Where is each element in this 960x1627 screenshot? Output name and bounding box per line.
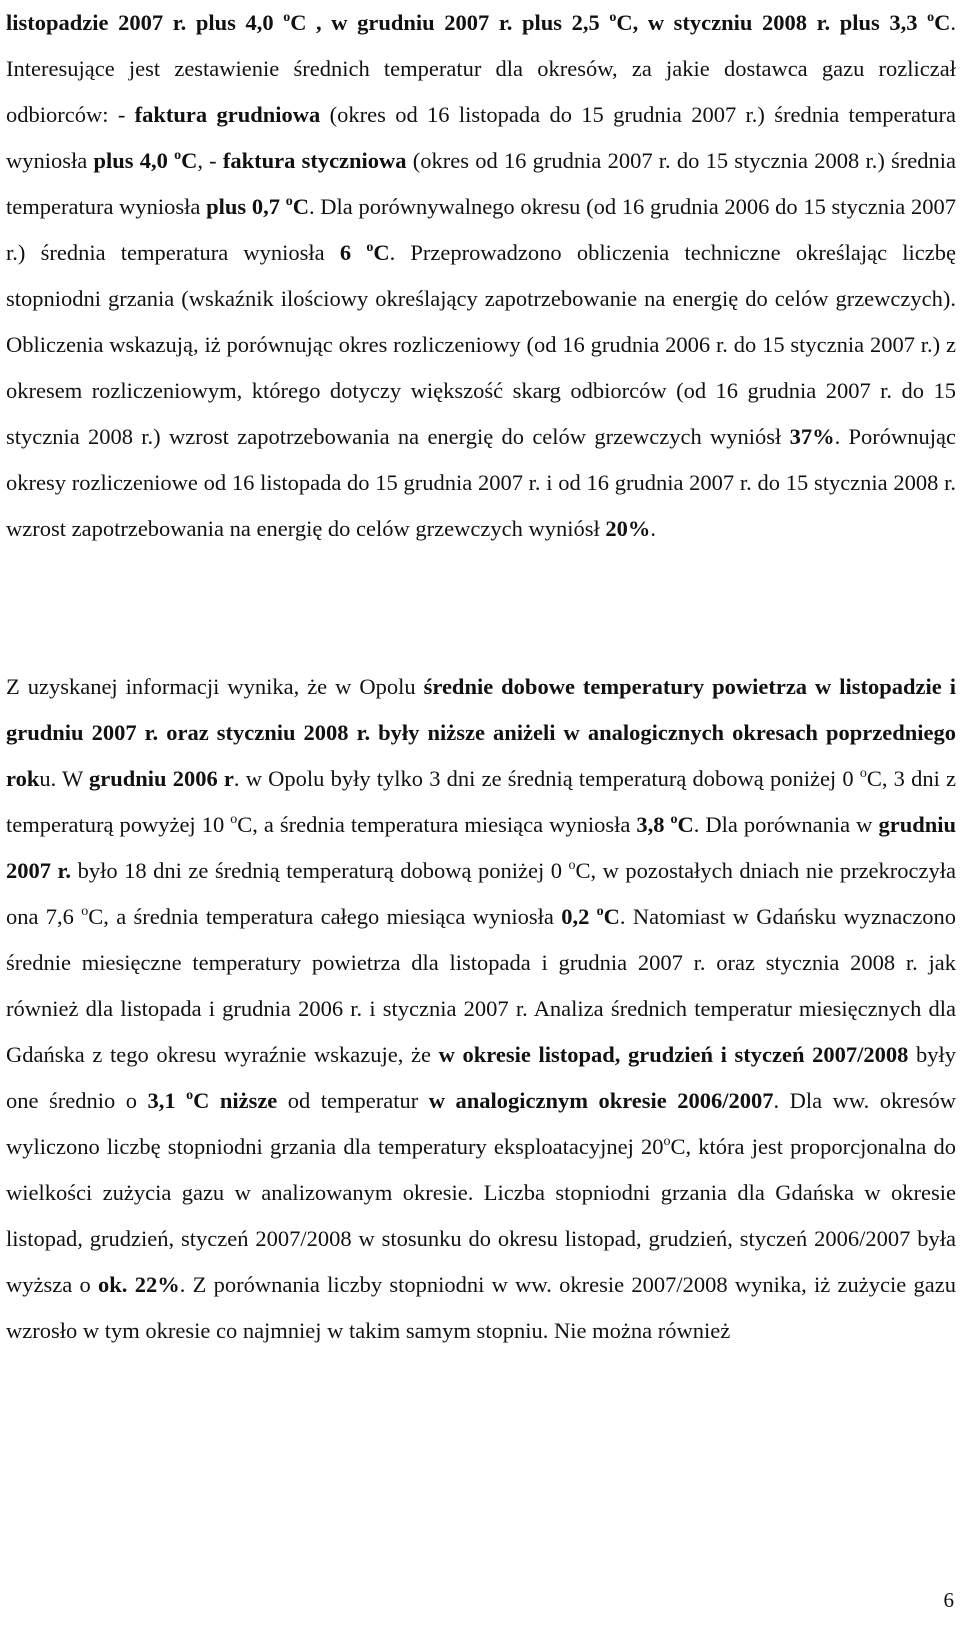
degree-superscript: o [596, 904, 604, 919]
paragraph-1 [6, 0, 956, 552]
text-segment: w analogicznym okresie 2006/2007 [428, 1088, 774, 1113]
degree-superscript: o [663, 1134, 671, 1149]
text-segment: C , w grudniu 2007 r. plus 2,5 [290, 10, 610, 35]
text-segment: faktura grudniowa [134, 102, 321, 127]
text-segment: C [934, 10, 951, 35]
text-segment: 37% [789, 424, 835, 449]
text-segment: C, 3 dni z temperaturą powyżej 10 [6, 766, 956, 837]
text-segment: C, w styczniu 2008 r. plus 3,3 [616, 10, 928, 35]
text-segment: 20% [605, 516, 651, 541]
text-segment: 0,2 [561, 904, 597, 929]
text-segment: . Przeprowadzono obliczenia techniczne określając liczbę stopniodni grzania (wskaźnik ilościowy określający zapotrzebowanie na energię do celów grzewczych). Obliczenia wskazują, iż porównując okres rozliczeniowy (od 16 grudnia 2006 r. do 15 stycznia 2007 r.) z okresem rozliczeniowym, którego dotyczy większość skarg odbiorców (od 16 grudnia 2007 r. do 15 stycznia 2008 r.) wzrost zapotrzebowania na energię do celów grzewczych wyniósł [6, 240, 956, 449]
text-segment: było 18 dni ze średnią temperaturą dobową poniżej 0 [71, 858, 569, 883]
text-segment: C, w pozostałych dniach nie przekroczyła ona 7,6 [6, 858, 956, 929]
page-number: 6 [943, 1588, 954, 1612]
text-segment: C [677, 812, 694, 837]
text-segment: grudniu 2006 r [89, 766, 234, 791]
text-segment: C niższe [193, 1088, 278, 1113]
text-segment: . w Opolu były tylko 3 dni ze średnią temperaturą dobową poniżej 0 [233, 766, 860, 791]
text-segment: były one średnio o [6, 1042, 956, 1113]
paragraph-2 [6, 664, 956, 1354]
text-segment: C [373, 240, 390, 265]
text-segment: C, a średnia temperatura miesiąca wyniosła [237, 812, 637, 837]
text-segment: . Z porównania liczby stopniodni w ww. okresie 2007/2008 wynika, iż zużycie gazu wzrosło w tym okresie co najmniej w takim samym stopniu. Nie można również [6, 1272, 957, 1343]
text-segment: 3,1 [147, 1088, 187, 1113]
text-segment: listopadzie 2007 r. plus 4,0 [6, 10, 284, 35]
text-segment: , - [197, 148, 223, 173]
text-segment: C, a średnia temperatura całego miesiąca wyniosła [88, 904, 562, 929]
degree-superscript: o [81, 904, 89, 919]
text-segment: C [181, 148, 198, 173]
text-segment: ok. 22% [98, 1272, 180, 1297]
text-segment: . Dla ww. okresów wyliczono liczbę stopniodni grzania dla temperatury eksploatacyjnej 20 [6, 1088, 957, 1159]
degree-superscript: o [174, 148, 182, 163]
text-segment: . Dla porównywalnego okresu (od 16 grudnia 2006 do 15 stycznia 2007 r.) średnia temperatura wyniosła [6, 194, 956, 265]
text-segment: . Porównując okresy rozliczeniowe od 16 listopada do 15 grudnia 2007 r. i od 16 grudnia 2007 r. do 15 stycznia 2008 r. wzrost zapotrzebowania na energię do celów grzewczych wyniósł [6, 424, 956, 541]
text-segment: grudniu 2007 r. [6, 812, 956, 883]
text-segment: od temperatur [277, 1088, 429, 1113]
text-segment: C [292, 194, 309, 219]
text-segment: C, która jest proporcjonalna do wielkości zużycia gazu w analizowanym okresie. Liczba stopniodni grzania dla Gdańska w okresie listopad, grudzień, styczeń 2007/2008 w stosunku do okresu listopad, grudzień, styczeń 2006/2007 była wyższa o [6, 1134, 956, 1297]
text-segment: faktura styczniowa [222, 148, 407, 173]
degree-superscript: o [230, 812, 238, 827]
text-segment: . Natomiast w Gdańsku wyznaczono średnie miesięczne temperatury powietrza dla listopada i grudnia 2007 r. oraz stycznia 2008 r. jak również dla listopada i grudnia 2006 r. i stycznia 2007 r. Analiza średnich temperatur miesięcznych dla Gdańska z tego okresu wyraźnie wskazuje, że [6, 904, 957, 1067]
text-segment: . Dla porównania w [693, 812, 879, 837]
degree-superscript: o [568, 858, 576, 873]
text-segment: u. W [39, 766, 90, 791]
text-segment: plus 4,0 [93, 148, 175, 173]
degree-superscript: o [609, 10, 617, 25]
text-segment: (okres od 16 listopada do 15 grudnia 2007 r.) średnia temperatura wyniosła [6, 102, 956, 173]
text-segment: . [650, 516, 656, 541]
degree-superscript: o [186, 1088, 194, 1103]
degree-superscript: o [670, 812, 678, 827]
text-segment: Z uzyskanej informacji wynika, że w Opolu [6, 674, 424, 699]
text-segment: (okres od 16 grudnia 2007 r. do 15 stycznia 2008 r.) średnia temperatura wyniosła [6, 148, 956, 219]
text-segment: w okresie listopad, grudzień i styczeń 2007/2008 [438, 1042, 909, 1067]
text-segment: 3,8 [636, 812, 671, 837]
degree-superscript: o [927, 10, 935, 25]
degree-superscript: o [859, 766, 867, 781]
degree-superscript: o [285, 194, 293, 209]
text-segment: . Interesujące jest zestawienie średnich temperatur dla okresów, za jakie dostawca gazu rozliczał odbiorców: - [6, 10, 956, 127]
text-segment: średnie dobowe temperatury powietrza w listopadzie i grudniu 2007 r. oraz styczniu 2008 r. były niższe aniżeli w analogicznych okresach poprzedniego rok [6, 674, 956, 791]
text-segment: plus 0,7 [206, 194, 286, 219]
degree-superscript: o [366, 240, 374, 255]
degree-superscript: o [283, 10, 291, 25]
text-segment: C [603, 904, 620, 929]
text-segment: 6 [339, 240, 367, 265]
